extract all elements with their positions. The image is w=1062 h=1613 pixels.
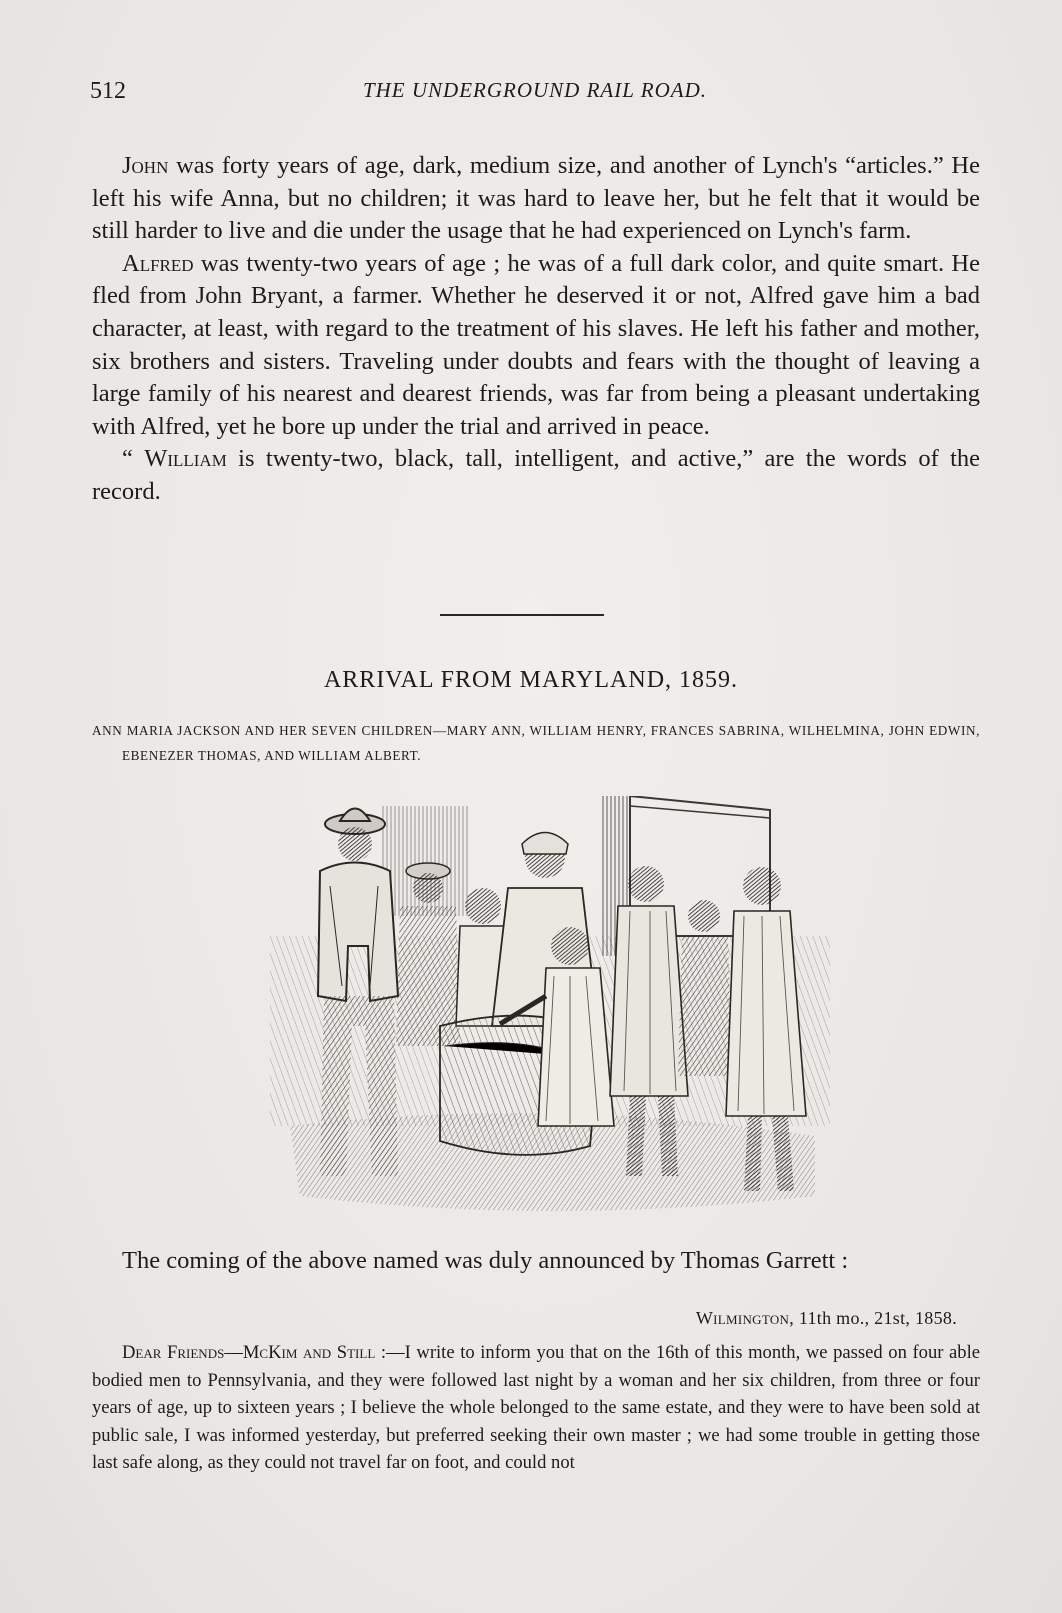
body-text — [92, 150, 980, 509]
paragraph-alfred — [92, 248, 980, 444]
john-text: was forty years of age, dark, medium size, and another of Lynch's “articles.” He left his wife Anna, but no children; it was hard to leave her, but he felt that it would be still harder to live and die under the usage that he had experienced on Lynch's farm. — [92, 152, 980, 245]
william-open-quote: “ — [122, 445, 145, 473]
william-text: is twenty-two, black, tall, intelligent, and active,” are the words of the record. — [92, 445, 980, 505]
running-header — [90, 78, 980, 114]
section-divider — [440, 614, 604, 616]
dateline-place: Wilmington — [695, 1308, 790, 1328]
letter-paragraph — [92, 1339, 980, 1477]
page-number: 512 — [90, 78, 126, 104]
section-title: ARRIVAL FROM MARYLAND, 1859. — [323, 667, 739, 693]
paragraph-william — [92, 443, 980, 508]
garrett-letter — [92, 1339, 980, 1477]
running-title: THE UNDERGROUND RAIL ROAD. — [362, 78, 708, 102]
name-alfred: Alfred — [122, 249, 194, 277]
announcement-paragraph — [92, 1246, 980, 1276]
name-william: William — [144, 445, 227, 473]
name-john: John — [122, 152, 169, 179]
section-subtitle: ANN MARIA JACKSON AND HER SEVEN CHILDREN—MARY ANN, WILLIAM HENRY, FRANCES SABRINA, WILHELMINA, JOHN EDWIN, EBENEZER THOMAS, AND WILLIAM ALBERT. — [92, 723, 980, 763]
announcement-text: The coming of the above named was duly announced by Thomas Garrett : — [122, 1247, 849, 1274]
dateline-date: , 11th mo., 21st, 1858. — [789, 1308, 957, 1328]
engraving-family-illustration — [270, 796, 830, 1226]
letter-dateline — [696, 1308, 957, 1329]
paragraph-john — [92, 150, 980, 248]
letter-salutation: Dear Friends—McKim and Still — [122, 1342, 376, 1363]
alfred-text: was twenty-two years of age ; he was of a full dark color, and quite smart. He fled from John Bryant, a farmer. Whether he deserved it or not, Alfred gave him a bad character, at least, with regard to the treatment of his slaves. He left his father and mother, six brothers and sisters. Traveling under doubts and fears with the thought of leaving a large family of his nearest and dearest friends, was far from being a pleasant undertaking with Alfred, yet he bore up under the trial and arrived in peace. — [92, 249, 980, 440]
letter-text: :—I write to inform you that on the 16th of this month, we passed on four able bodied men to Pennsylvania, and they were followed last night by a woman and her six children, from three or four years of age, up to sixteen years ; I believe the whole belonged to the same estate, and they were to have been sold at public sale, I was informed yesterday, but preferred seeking their own master ; we had some trouble in getting those last safe along, as they could not travel far on foot, and could not — [92, 1342, 980, 1474]
